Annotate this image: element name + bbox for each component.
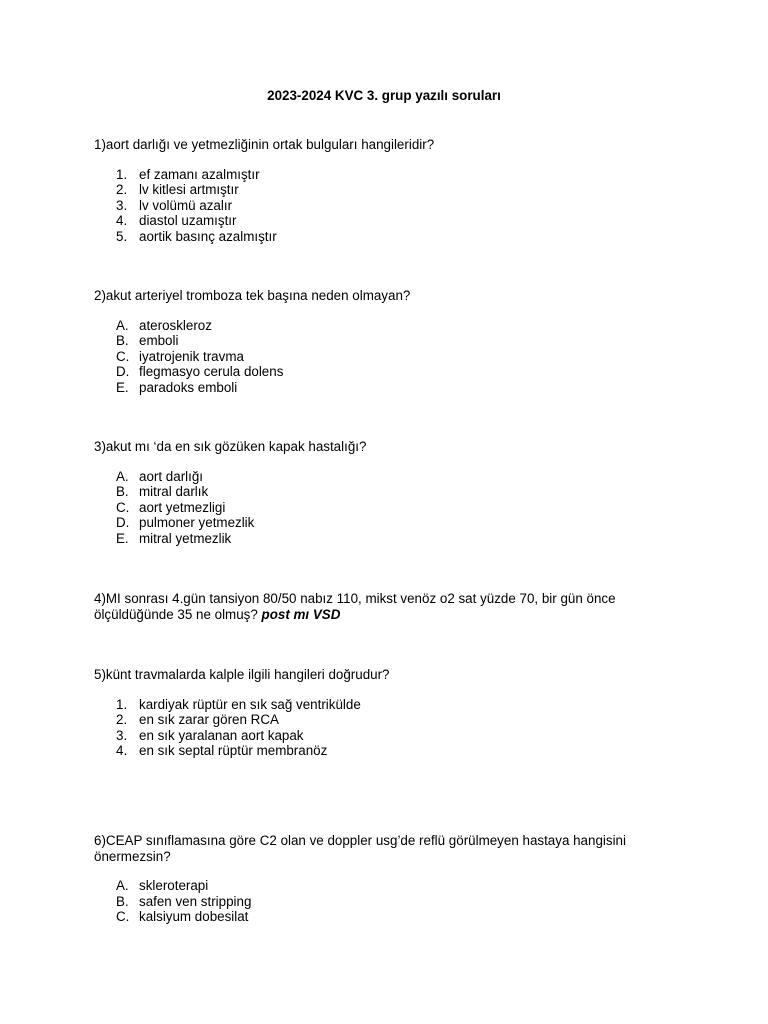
question-text: 2)akut arteriyel tromboza tek başına neden olmayan? — [94, 288, 411, 303]
answer-option: 4. diastol uzamıştır — [116, 213, 237, 228]
answer-option: C. aort yetmezligi — [116, 499, 226, 515]
answer-option: B. safen ven stripping — [116, 893, 252, 909]
answer-option: A. ateroskleroz — [116, 317, 212, 333]
question-text: 6)CEAP sınıflamasına göre C2 olan ve doppler usg’de reflü görülmeyen hastaya hangisini önermezsin? — [94, 833, 626, 864]
answer-options — [94, 469, 694, 547]
answer-option: 2. en sık zarar gören RCA — [116, 712, 279, 727]
answer-option: 1. kardiyak rüptür en sık sağ ventrikülde — [116, 696, 361, 712]
question-4 — [94, 591, 694, 622]
answer-option: E. mitral yetmezlik — [116, 530, 232, 546]
question-text: 1)aort darlığı ve yetmezliğinin ortak bulguları hangileridir? — [94, 137, 435, 152]
answer-option: D. flegmasyo cerula dolens — [116, 364, 284, 379]
answer-options — [94, 167, 694, 245]
answer-option: 2. lv kitlesi artmıştır — [116, 182, 239, 197]
answer-option: A. aort darlığı — [116, 468, 204, 484]
answer-option: 1. ef zamanı azalmıştır — [116, 166, 260, 182]
question-1 — [94, 137, 694, 244]
answer-options — [94, 697, 694, 759]
answer-options — [94, 878, 694, 925]
question-text: 5)künt travmalarda kalple ilgili hangileri doğrudur? — [94, 667, 390, 682]
question-text: 3)akut mı ‘da en sık gözüken kapak hastalığı? — [94, 439, 367, 454]
answer-options — [94, 318, 694, 396]
answer-option: 5. aortik basınç azalmıştır — [116, 228, 277, 244]
document-title: 2023-2024 KVC 3. grup yazılı soruları — [267, 88, 501, 103]
answer-option: B. emboli — [116, 333, 179, 348]
question-3 — [94, 439, 694, 546]
answer-option: E. paradoks emboli — [116, 379, 238, 395]
answer-option: D. pulmoner yetmezlik — [116, 515, 255, 530]
question-5 — [94, 667, 694, 759]
answer-note: post mı VSD — [261, 606, 341, 622]
answer-option: C. iyatrojenik travma — [116, 348, 244, 364]
answer-option: 4. en sık septal rüptür membranöz — [116, 743, 328, 758]
answer-option: 3. lv volümü azalır — [116, 197, 233, 213]
question-2 — [94, 288, 694, 395]
question-text: 4)MI sonrası 4.gün tansiyon 80/50 nabız 110, mikst venöz o2 sat yüzde 70, bir gün önce ölçüldüğünde 35 ne olmuş? post mı VSD — [94, 591, 616, 622]
answer-option: C. kalsiyum dobesilat — [116, 909, 249, 924]
question-6 — [94, 833, 694, 925]
answer-option: B. mitral darlık — [116, 484, 209, 499]
answer-option: A. skleroterapi — [116, 878, 209, 893]
answer-option: 3. en sık yaralanan aort kapak — [116, 727, 304, 743]
